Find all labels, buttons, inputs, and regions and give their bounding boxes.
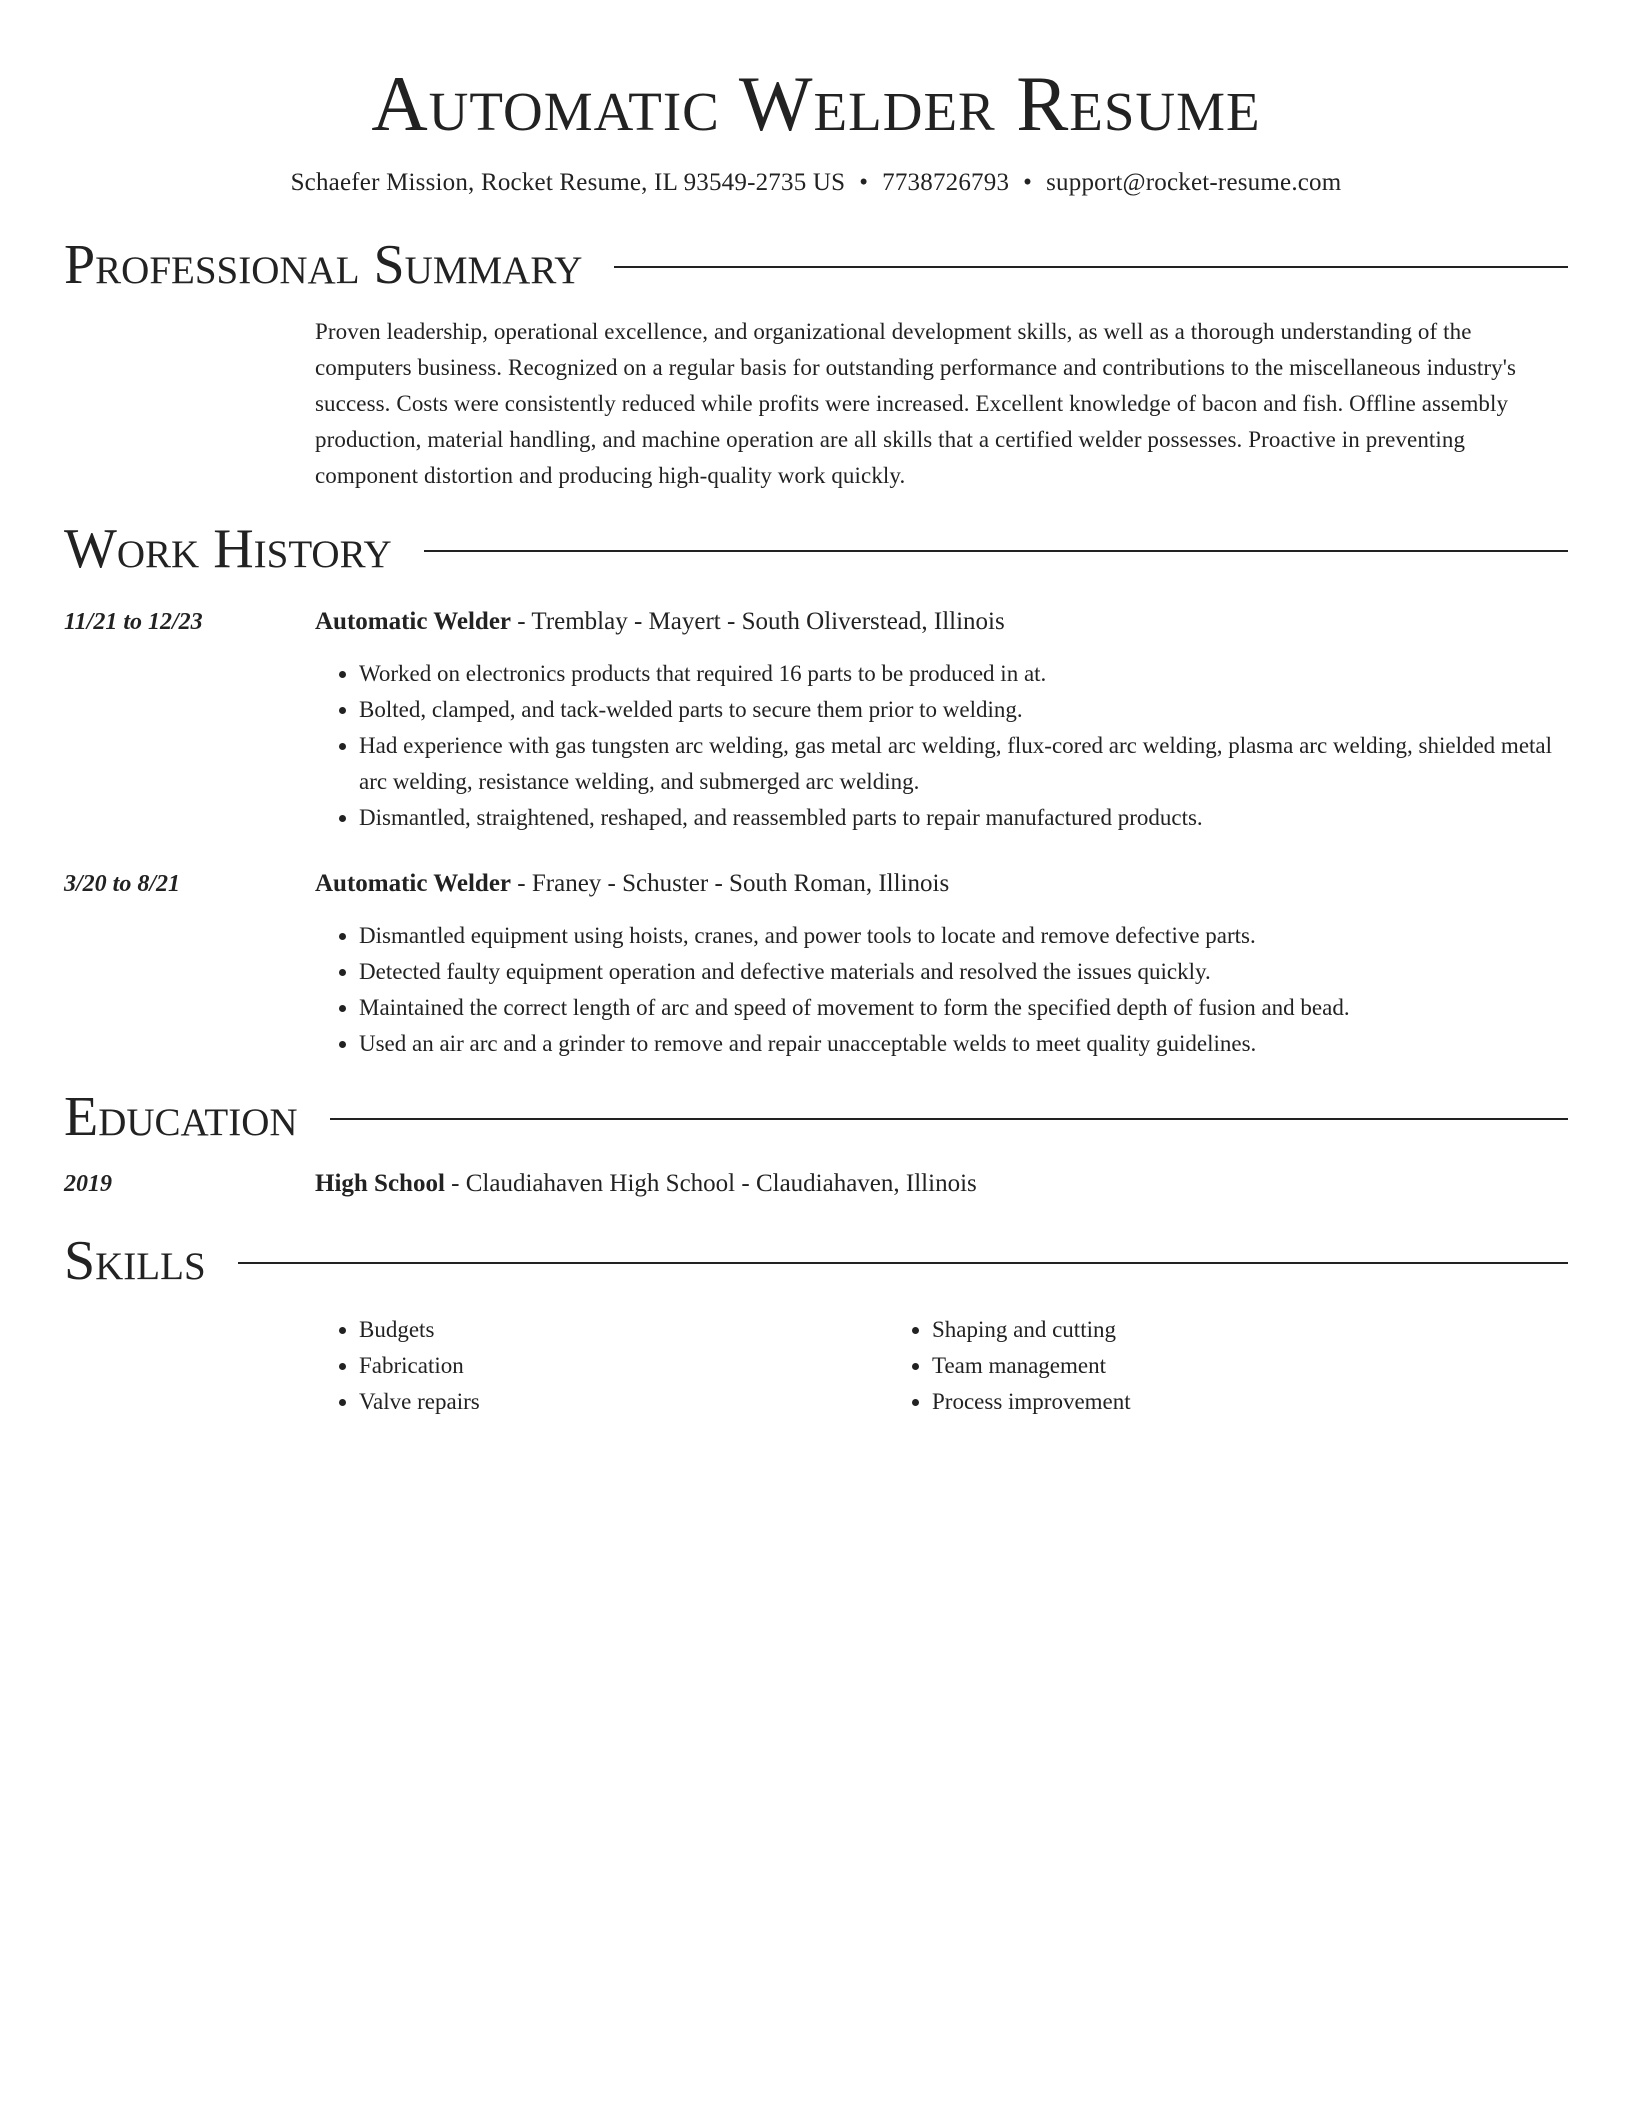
- job-heading: [315, 604, 1568, 640]
- list-item: • Had experience with gas tungsten arc welding, gas metal arc welding, flux-cored arc welding, plasma arc welding, shielded metal arc welding, resistance welding, and submerged arc welding.: [359, 728, 1568, 800]
- section-heading: Professional Summary: [64, 234, 583, 296]
- job-entry: [64, 604, 1568, 836]
- job-title: Automatic Welder: [315, 870, 512, 897]
- skill-item: • Fabrication: [359, 1348, 888, 1384]
- contact-address: Schaefer Mission, Rocket Resume, IL 93549-2735 US: [290, 169, 846, 196]
- contact-phone: 7738726793: [882, 169, 1010, 196]
- contact-separator: •: [1023, 169, 1033, 196]
- section-divider: [424, 550, 1568, 552]
- skills-column-right: [888, 1312, 1461, 1420]
- section-divider: [238, 1262, 1568, 1264]
- job-employer: - Franey - Schuster - South Roman, Illinois: [511, 870, 950, 897]
- skill-item: • Process improvement: [932, 1384, 1461, 1420]
- education-entry: [64, 1166, 1568, 1202]
- education-heading: [315, 1166, 1568, 1202]
- summary-paragraph: Proven leadership, operational excellence, and organizational development skills, as well as a thorough understanding of the computers business. Recognized on a regular basis for outstanding performance and contributions to the miscellaneous industry's success. Costs were consistently reduced while profits were increased. Excellent knowledge of bacon and fish. Offline assembly production, material handling, and machine operation are all skills that a certified welder possesses. Proactive in preventing component distortion and producing high-quality work quickly.: [315, 319, 1517, 488]
- education-section-header: [64, 1082, 1568, 1152]
- list-item: • Used an air arc and a grinder to remove and repair unacceptable welds to meet quality guidelines.: [359, 1026, 1568, 1062]
- section-heading: Work History: [64, 518, 392, 580]
- job-title: Automatic Welder: [315, 608, 512, 635]
- education-year: 2019: [64, 1171, 112, 1197]
- job-body: [315, 604, 1568, 836]
- job-dates: 3/20 to 8/21: [64, 871, 181, 897]
- education-school: - Claudiahaven High School - Claudiahaven, Illinois: [444, 1170, 977, 1197]
- section-heading: Skills: [64, 1230, 206, 1292]
- job-entry: [64, 866, 1568, 1062]
- job-body: [315, 866, 1568, 1062]
- skill-item: • Valve repairs: [359, 1384, 888, 1420]
- job-heading: [315, 866, 1568, 902]
- list-item: • Dismantled, straightened, reshaped, and reassembled parts to repair manufactured products.: [359, 800, 1568, 836]
- skills-grid: [315, 1312, 1568, 1420]
- summary-section-header: [64, 230, 1568, 300]
- contact-separator: •: [859, 169, 869, 196]
- section-divider: [614, 266, 1568, 268]
- contact-line: [64, 166, 1568, 200]
- list-item: • Maintained the correct length of arc and speed of movement to form the specified depth of fusion and bead.: [359, 990, 1568, 1026]
- work-history-section: [64, 514, 1568, 1062]
- work-history-section-header: [64, 514, 1568, 584]
- summary-section: [64, 230, 1568, 494]
- education-body: [315, 1166, 1568, 1202]
- section-divider: [330, 1118, 1568, 1120]
- resume-title: Automatic Welder Resume: [371, 60, 1261, 147]
- job-employer: - Tremblay - Mayert - South Oliverstead, Illinois: [511, 608, 1005, 635]
- job-bullets: [315, 918, 1568, 1062]
- education-degree: High School: [315, 1170, 445, 1197]
- job-dates: 11/21 to 12/23: [64, 609, 203, 635]
- list-item: • Bolted, clamped, and tack-welded parts to secure them prior to welding.: [359, 692, 1568, 728]
- skills-section: [64, 1226, 1568, 1420]
- list-item: • Worked on electronics products that required 16 parts to be produced in at.: [359, 656, 1568, 692]
- education-section: [64, 1082, 1568, 1202]
- section-heading: Education: [64, 1086, 298, 1148]
- skills-column-left: [315, 1312, 888, 1420]
- contact-email: support@rocket-resume.com: [1046, 169, 1342, 196]
- skill-item: • Team management: [932, 1348, 1461, 1384]
- skill-item: • Shaping and cutting: [932, 1312, 1461, 1348]
- list-item: • Detected faulty equipment operation and defective materials and resolved the issues quickly.: [359, 954, 1568, 990]
- skill-item: • Budgets: [359, 1312, 888, 1348]
- skills-section-header: [64, 1226, 1568, 1296]
- list-item: • Dismantled equipment using hoists, cranes, and power tools to locate and remove defective parts.: [359, 918, 1568, 954]
- job-bullets: [315, 656, 1568, 836]
